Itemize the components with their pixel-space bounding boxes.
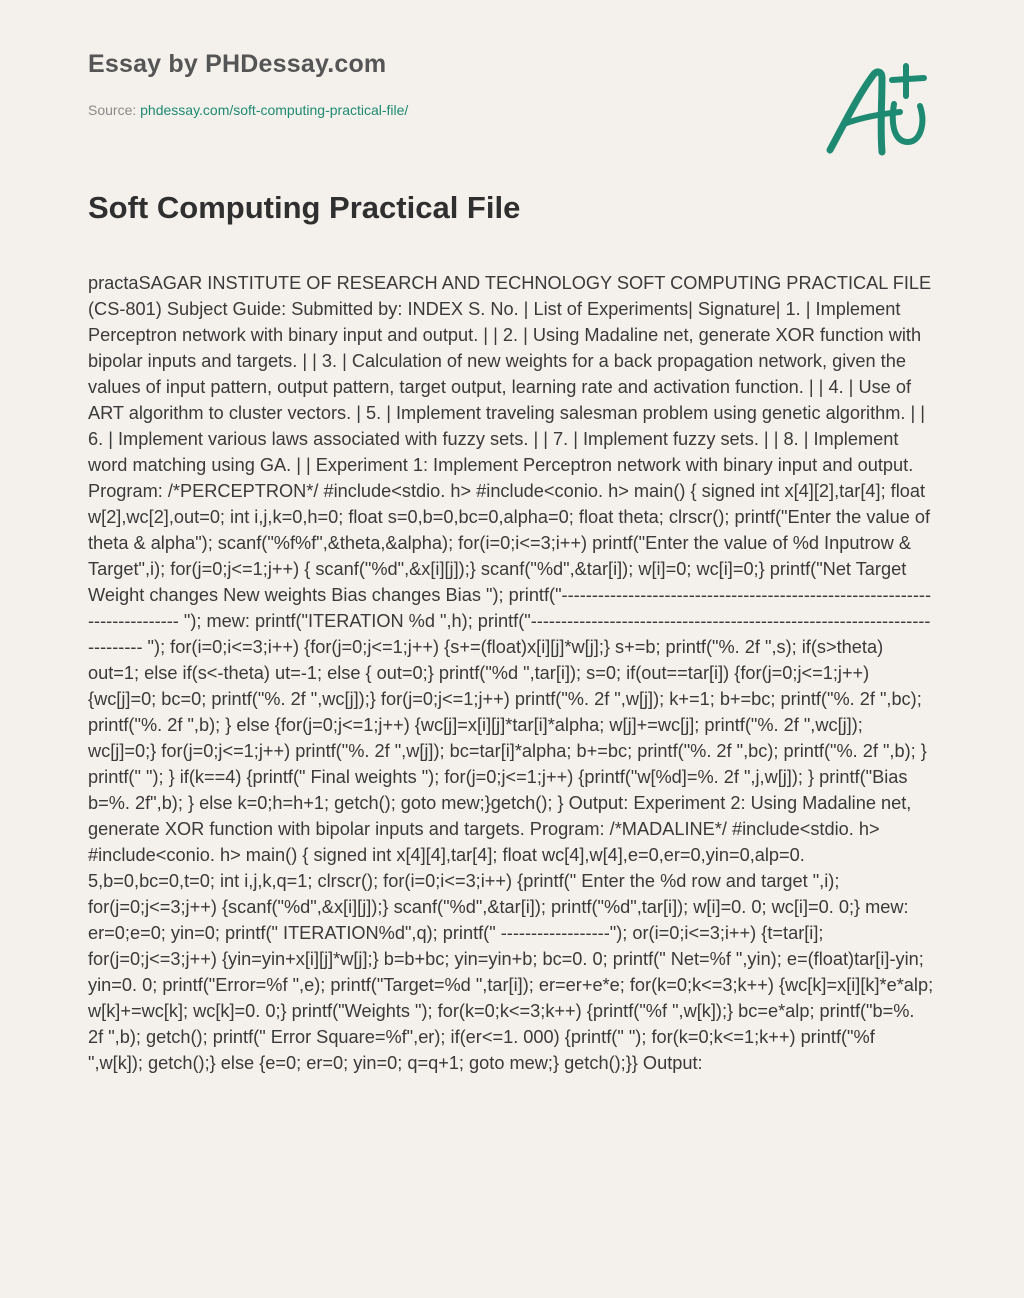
source-link[interactable]: phdessay.com/soft-computing-practical-file/ <box>140 102 409 118</box>
a-plus-logo <box>822 62 932 162</box>
essay-body: practaSAGAR INSTITUTE OF RESEARCH AND TECHNOLOGY SOFT COMPUTING PRACTICAL FILE (CS-801) Subject Guide: Submitted by: INDEX S. No. | List of Experiments| Signature| 1. | Implement Perceptron network with binary input and output. | | 2. | Using Madaline net, generate XOR function with bipolar inputs and targets. | | 3. | Calculation of new weights for a back propagation network, given the values of input pattern, output pattern, target output, learning rate and activation function. | | 4. | Use of ART algorithm to cluster vectors. | 5. | Implement traveling salesman problem using genetic algorithm. | | 6. | Implement various laws associated with fuzzy sets. | | 7. | Implement fuzzy sets. | | 8. | Implement word matching using GA. | | Experiment 1: Implement Perceptron network with binary input and output. Program: /*PERCEPTRON*/ #include<stdio. h> #include<conio. h> main() { signed int x[4][2],tar[4]; float w[2],wc[2],out=0; int i,j,k=0,h=0; float s=0,b=0,bc=0,alpha=0; float theta; clrscr(); printf("Enter the value of theta & alpha"); scanf("%f%f",&theta,&alpha); for(i=0;i<=3;i++) printf("Enter the value of %d Inputrow & Target",i); for(j=0;j<=1;j++) { scanf("%d",&x[i][j]);} scanf("%d",&tar[i]); w[i]=0; wc[i]=0;} printf("Net Target Weight changes New weights Bias changes Bias "); printf("---------------------------------------------------------------------------- "); mew: printf("ITERATION %d ",h); printf("--------------------------------------------------------------------------- "); for(i=0;i<=3;i++) {for(j=0;j<=1;j++) {s+=(float)x[i][j]*w[j];} s+=b; printf("%. 2f ",s); if(s>theta) out=1; else if(s<-theta) ut=-1; else { out=0;} printf("%d ",tar[i]); s=0; if(out==tar[i]) {for(j=0;j<=1;j++) {wc[j]=0; bc=0; printf("%. 2f ",wc[j]);} for(j=0;j<=1;j++) printf("%. 2f ",w[j]); k+=1; b+=bc; printf("%. 2f ",bc); printf("%. 2f ",b); } else {for(j=0;j<=1;j++) {wc[j]=x[i][j]*tar[i]*alpha; w[j]+=wc[j]; printf("%. 2f ",wc[j]); wc[j]=0;} for(j=0;j<=1;j++) printf("%. 2f ",w[j]); bc=tar[i]*alpha; b+=bc; printf("%. 2f ",bc); printf("%. 2f ",b); } printf(" "); } if(k==4) {printf(" Final weights "); for(j=0;j<=1;j++) {printf("w[%d]=%. 2f ",j,w[j]); } printf("Bias b=%. 2f",b); } else k=0;h=h+1; getch(); goto mew;}getch(); } Output: Experiment 2: Using Madaline net, generate XOR function with bipolar inputs and targets. Program: /*MADALINE*/ #include<stdio. h> #include<conio. h> main() { signed int x[4][4],tar[4]; float wc[4],w[4],e=0,er=0,yin=0,alp=0. 5,b=0,bc=0,t=0; int i,j,k,q=1; clrscr(); for(i=0;i<=3;i++) {printf(" Enter the %d row and target ",i); for(j=0;j<=3;j++) {scanf("%d",&x[i][j]);} scanf("%d",&tar[i]); printf("%d",tar[i]); w[i]=0. 0; wc[i]=0. 0;} mew: er=0;e=0; yin=0; printf(" ITERATION%d",q); printf(" ------------------"); or(i=0;i<=3;i++) {t=tar[i]; for(j=0;j<=3;j++) {yin=yin+x[i][j]*w[j];} b=b+bc; yin=yin+b; bc=0. 0; printf(" Net=%f ",yin); e=(float)tar[i]-yin; yin=0. 0; printf("Error=%f ",e); printf("Target=%d ",tar[i]); er=er+e*e; for(k=0;k<=3;k++) {wc[k]=x[i][k]*e*alp; w[k]+=wc[k]; wc[k]=0. 0;} printf("Weights "); for(k=0;k<=3;k++) {printf("%f ",w[k]);} bc=e*alp; printf("b=%. 2f ",b); getch(); printf(" Error Square=%f",er); if(er<=1. 000) {printf(" "); for(k=0;k<=1;k++) printf("%f ",w[k]); getch();} else {e=0; er=0; yin=0; q=q+1; goto mew;} getch();}} Output: <box>88 273 934 1073</box>
site-brand: Essay by PHDessay.com <box>88 50 387 78</box>
source-line <box>88 102 408 118</box>
page-title: Soft Computing Practical File <box>88 190 521 225</box>
source-label: Source: <box>88 102 137 118</box>
